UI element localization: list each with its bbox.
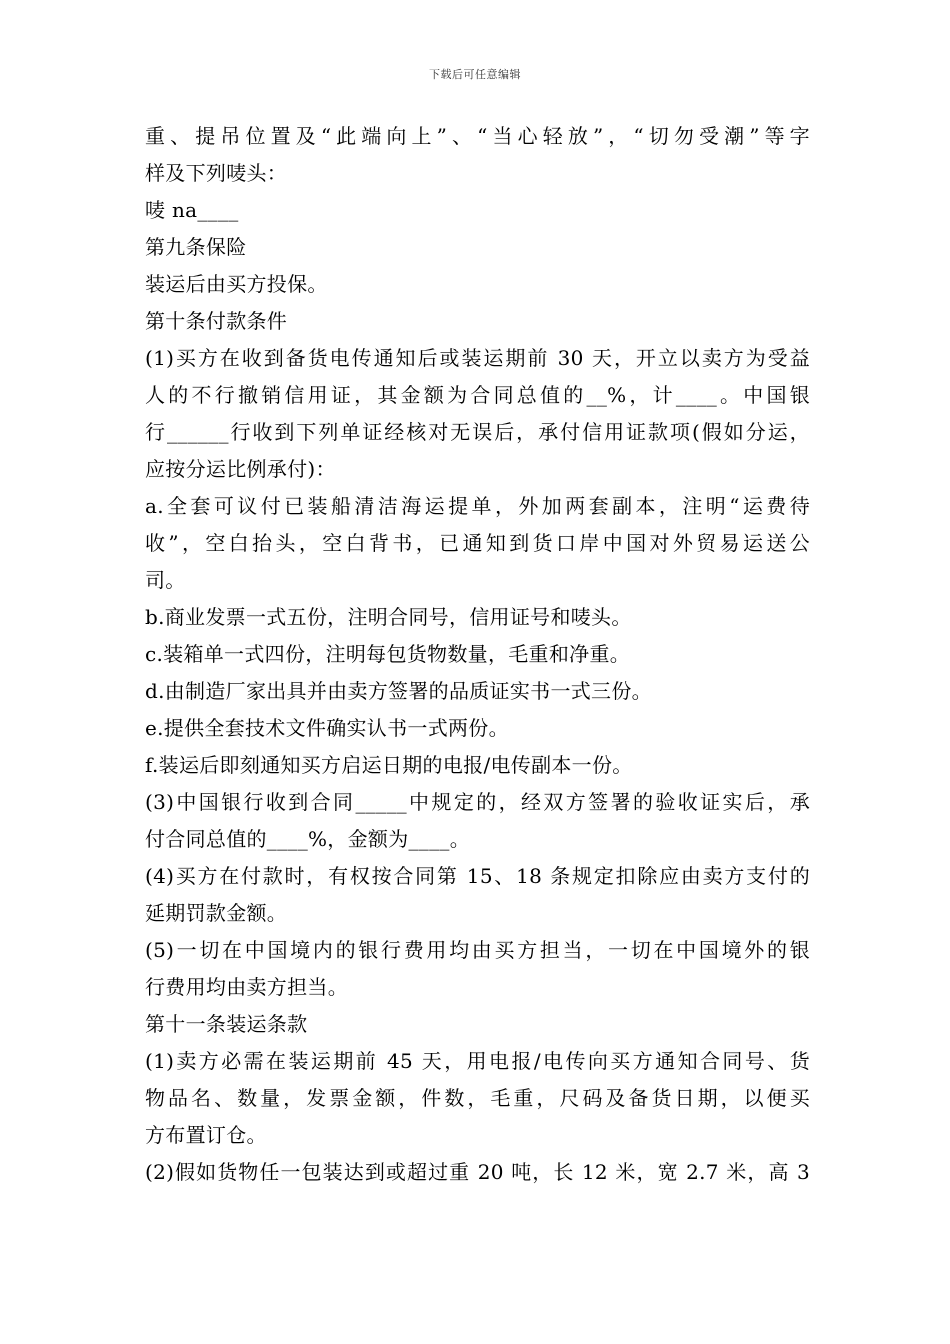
section-heading: 第十一条装运条款: [145, 1012, 308, 1036]
body-line: 方布置订仓。: [145, 1123, 267, 1147]
body-line: (4)买方在付款时，有权按合同第 15、18 条规定扣除应由卖方支付的: [145, 864, 810, 888]
body-line: 装运后由买方投保。: [145, 272, 328, 296]
body-line: (1)买方在收到备货电传通知后或装运期前 30 天，开立以卖方为受益: [145, 346, 810, 370]
body-line: 人的不行撤销信用证，其金额为合同总值的__%，计____。中国银: [145, 383, 810, 407]
body-line: (1)卖方必需在装运期前 45 天，用电报/电传向买方通知合同号、货: [145, 1049, 810, 1073]
body-line: b.商业发票一式五份，注明合同号，信用证号和唛头。: [145, 605, 632, 629]
body-line: a.全套可议付已装船清洁海运提单，外加两套副本，注明“运费待: [145, 494, 810, 518]
body-line: 行______行收到下列单证经核对无误后，承付信用证款项(假如分运，: [145, 420, 810, 444]
body-line: 收”，空白抬头，空白背书，已通知到货口岸中国对外贸易运送公: [145, 531, 810, 555]
body-line: (2)假如货物任一包装达到或超过重 20 吨，长 12 米，宽 2.7 米，高 3: [145, 1160, 810, 1184]
body-line: c.装箱单一式四份，注明每包货物数量，毛重和净重。: [145, 642, 631, 666]
body-line: e.提供全套技术文件确实认书一式两份。: [145, 716, 509, 740]
body-line: 重、提吊位置及“此端向上”、“当心轻放”，“切勿受潮”等字: [145, 124, 810, 148]
body-line: 应按分运比例承付)：: [145, 457, 336, 481]
body-line: (3)中国银行收到合同_____中规定的，经双方签署的验收证实后，承: [145, 790, 810, 814]
document-body: [145, 118, 810, 1191]
section-heading: 第十条付款条件: [145, 309, 288, 333]
page-header: 下载后可任意编辑: [429, 68, 521, 81]
body-line: d.由制造厂家出具并由卖方签署的品质证实书一式三份。: [145, 679, 652, 703]
body-line: f.装运后即刻通知买方启运日期的电报/电传副本一份。: [145, 753, 633, 777]
body-line: 唛 na____: [145, 198, 239, 222]
body-line: 延期罚款金额。: [145, 901, 288, 925]
body-line: 行费用均由卖方担当。: [145, 975, 348, 999]
body-line: 物品名、数量，发票金额，件数，毛重，尺码及备货日期，以便买: [145, 1086, 810, 1110]
body-line: (5)一切在中国境内的银行费用均由买方担当，一切在中国境外的银: [145, 938, 810, 962]
body-line: 付合同总值的____%，金额为____。: [145, 827, 471, 851]
body-line: 样及下列唛头：: [145, 161, 288, 185]
body-line: 司。: [145, 568, 186, 592]
section-heading: 第九条保险: [145, 235, 247, 259]
